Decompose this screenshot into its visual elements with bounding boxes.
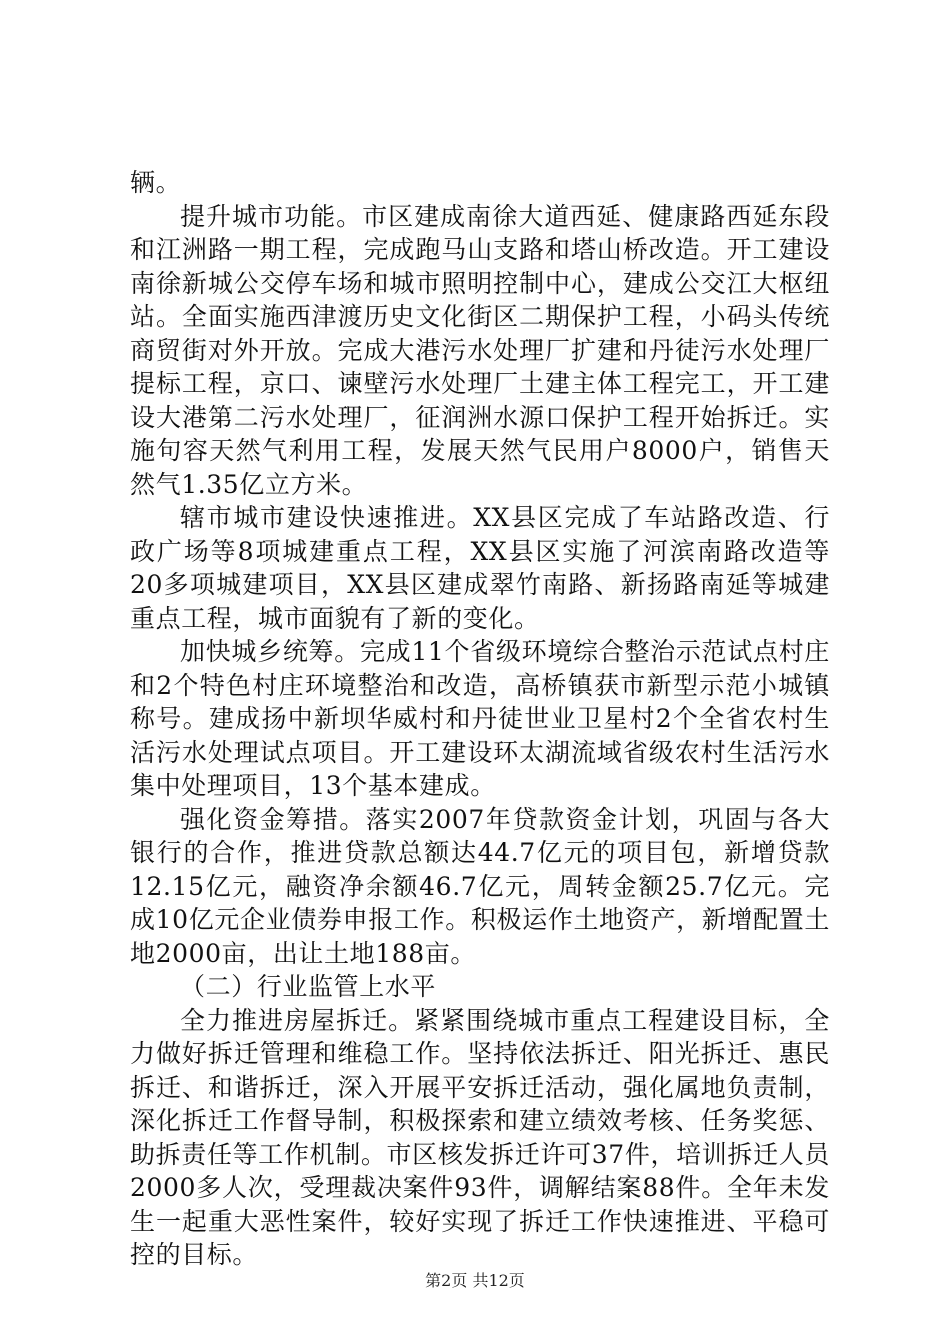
page-number-footer: 第2页 共12页 [425, 1271, 525, 1290]
paragraph-county-construction: 辖市城市建设快速推进。XX县区完成了车站路改造、行政广场等8项城建重点工程，XX县区实施了河滨南路改造等20多项城建项目，XX县区建成翠竹南路、新扬路南延等城建重点工程，城市面貌有了新的变化。 [130, 503, 830, 633]
document-body [130, 166, 830, 1272]
paragraph-urban-rural: 加快城乡统筹。完成11个省级环境综合整治示范试点村庄和2个特色村庄环境整治和改造，高桥镇获市新型示范小城镇称号。建成扬中新坝华威村和丹徒世业卫星村2个全省农村生活污水处理试点项目。开工建设环太湖流域省级农村生活污水集中处理项目，13个基本建成。 [130, 637, 830, 800]
paragraph-demolition: 全力推进房屋拆迁。紧紧围绕城市重点工程建设目标，全力做好拆迁管理和维稳工作。坚持依法拆迁、阳光拆迁、惠民拆迁、和谐拆迁，深入开展平安拆迁活动，强化属地负责制，深化拆迁工作督导制，积极探索和建立绩效考核、任务奖惩、助拆责任等工作机制。市区核发拆迁许可37件，培训拆迁人员2000多人次，受理裁决案件93件，调解结案88件。全年未发生一起重大恶性案件，较好实现了拆迁工作快速推进、平稳可控的目标。 [130, 1005, 830, 1269]
paragraph-continuation: 辆。 [130, 168, 182, 197]
section-heading: （二）行业监管上水平 [180, 972, 437, 1001]
paragraph-urban-function: 提升城市功能。市区建成南徐大道西延、健康路西延东段和江洲路一期工程，完成跑马山支路和塔山桥改造。开工建设南徐新城公交停车场和城市照明控制中心，建成公交江大枢纽站。全面实施西津渡历史文化街区二期保护工程，小码头传统商贸街对外开放。完成大港污水处理厂扩建和丹徒污水处理厂提标工程，京口、谏壁污水处理厂土建主体工程完工，开工建设大港第二污水处理厂，征润洲水源口保护工程开始拆迁。实施句容天然气利用工程，发展天然气民用户8000户，销售天然气1.35亿立方米。 [130, 201, 830, 499]
paragraph-funding: 强化资金筹措。落实2007年贷款资金计划，巩固与各大银行的合作，推进贷款总额达44.7亿元的项目包，新增贷款12.15亿元，融资净余额46.7亿元，周转金额25.7亿元。完成10亿元企业债券申报工作。积极运作土地资产，新增配置土地2000亩，出让土地188亩。 [130, 804, 830, 968]
